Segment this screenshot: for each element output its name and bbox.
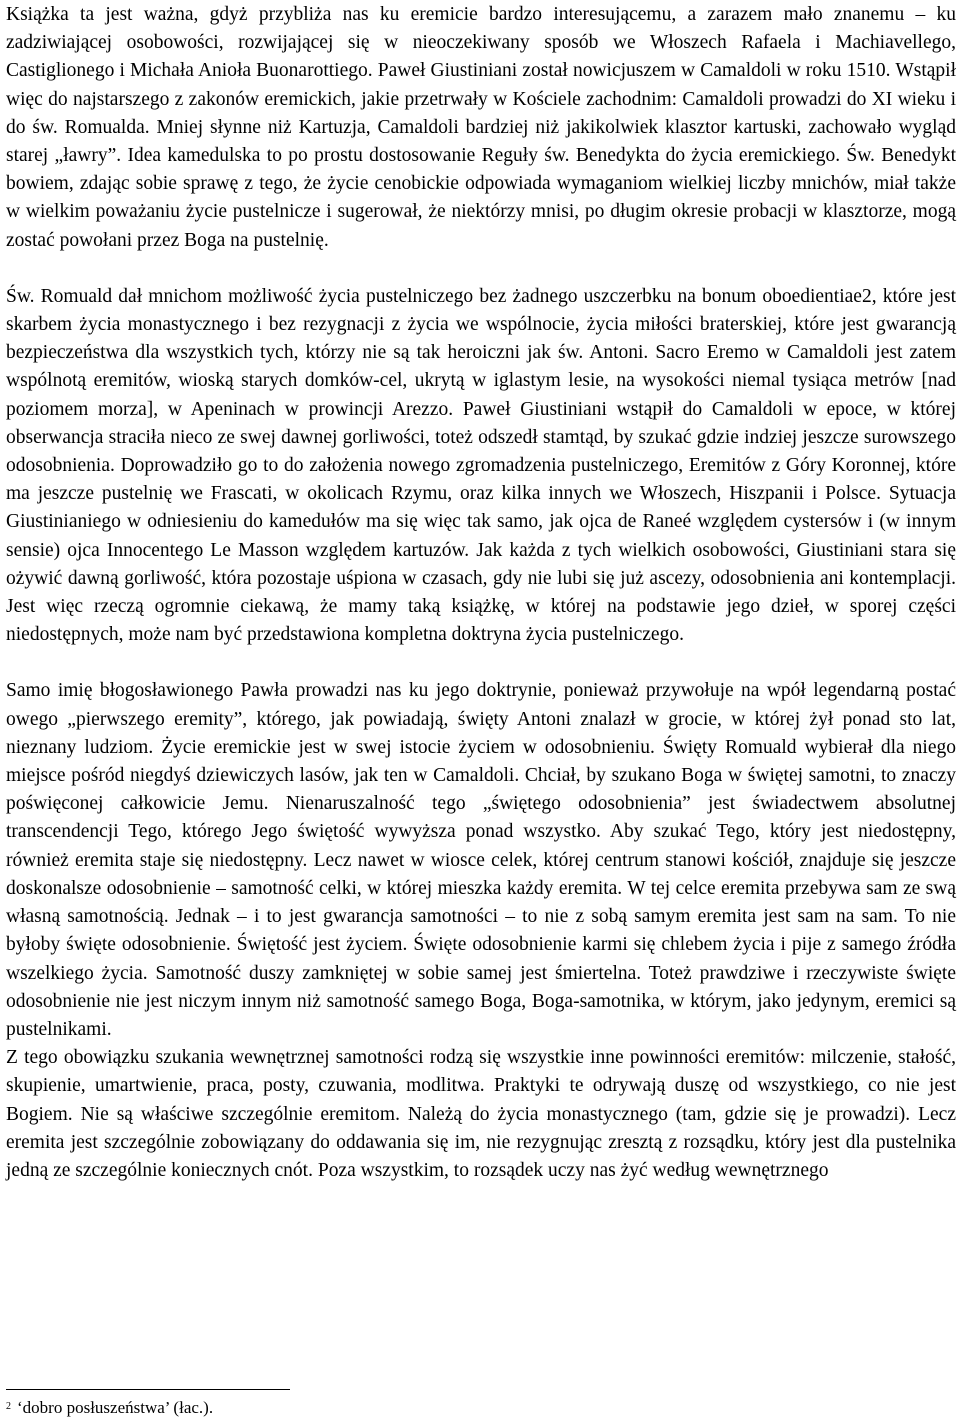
paragraph-1: Książka ta jest ważna, gdyż przybliża nas ku eremicie bardzo interesującemu, a zarazem mało znanemu – ku zadziwiającej osobowości, rozwijającej się w nieoczekiwany sposób we Włoszech Rafaela i Machiavellego, Castiglionego i Michała Anioła Buonarottiego. Paweł Giustiniani został nowicjuszem w Camaldoli w roku 1510. Wstąpił więc do najstarszego z zakonów eremickich, jakie przetrwały w Kościele zachodnim: Camaldoli prowadzi do XI wieku i do św. Romualda. Mniej słynne niż Kartuzja, Camaldoli bardziej niż jakikolwiek klasztor kartuski, zachowało wygląd starej „ławry”. Idea kamedulska to po prostu dostosowanie Reguły św. Benedykta do życia eremickiego. Św. Benedykt bowiem, zdając sobie sprawę z tego, że życie cenobickie odpowiada wymaganiom wielkiej liczby mnichów, miał także w wielkim poważaniu życie pustelnicze i sugerował, że niektórzy mnisi, po długim okresie probacji w klasztorze, mogą zostać powołani przez Boga na pustelnię.	[6, 4, 956, 251]
footnote-text: ‘dobro posłuszeństwa’ (łac.).	[17, 1398, 214, 1417]
footnote-divider	[6, 1389, 290, 1390]
paragraph-4: Z tego obowiązku szukania wewnętrznej samotności rodzą się wszystkie inne powinności eremitów: milczenie, stałość, skupienie, umartwienie, praca, posty, czuwania, modlitwa. Praktyki te odrywają duszę od wszystkiego, co nie jest Bogiem. Nie są właściwe szczególnie eremitom. Należą do życia monastycznego (tam, gdzie się je prowadzi). Lecz eremita jest szczególnie zobowiązany do oddawania się im, nie rezygnując zresztą z rozsądku, który jest dla pustelnika jedną ze szczególnie koniecznych cnót. Poza wszystkim, to rozsądek uczy nas żyć według wewnętrznego	[6, 1047, 956, 1181]
paragraph-gap	[6, 649, 956, 677]
footnote-number: 2	[6, 1401, 11, 1412]
paragraph-3: Samo imię błogosławionego Pawła prowadzi nas ku jego doktrynie, ponieważ przywołuje na wpół legendarną postać owego „pierwszego eremity”, którego, jak powiadają, święty Antoni znalazł w grocie, w której żył ponad sto lat, nieznany ludziom. Życie eremickie jest w swej istocie życiem w odosobnieniu. Święty Romuald wybierał dla niego miejsce pośród niegdyś dziewiczych lasów, jak ten w Camaldoli. Chciał, by szukano Boga w świętej samotni, to znaczy poświęconej całkowicie Jemu. Nienaruszalność tego „świętego odosobnienia” jest świadectwem absolutnej transcendencji Tego, którego Jego świętość wywyższa ponad wszystko. Aby szukać Tego, który jest niedostępny, również eremita staje się niedostępny. Lecz nawet w wiosce celek, której centrum stanowi kościół, znajduje się jeszcze doskonalsze odosobnienie – samotność celki, w której mieszka każdy eremita. W tej celce eremita przebywa sam ze swą własną samotnością. Jednak – i to jest gwarancja samotności – to nie z sobą samym eremita jest sam na sam. To nie byłoby święte odosobnienie. Świętość jest życiem. Święte odosobnienie karmi się chlebem życia i pije z samego źródła wszelkiego życia. Samotność duszy zamkniętej w sobie samej jest śmiertelna. Toteż prawdziwe i rzeczywiste święte odosobnienie nie jest niczym innym niż samotność samego Boga, Boga-samotnika, w którym, jako jedynym, eremici są pustelnikami.	[6, 680, 956, 1040]
footnote	[6, 1397, 213, 1419]
paragraph-gap	[6, 255, 956, 283]
document-page	[6, 0, 956, 1185]
paragraph-2: Św. Romuald dał mnichom możliwość życia pustelniczego bez żadnego uszczerbku na bonum oboedientiae2, które jest skarbem życia monastycznego i bez rezygnacji z życia we wspólnocie, życia miłości braterskiej, które jest gwarancją bezpieczeństwa dla wszystkich tych, którzy nie są tak heroiczni jak św. Antoni. Sacro Eremo w Camaldoli jest zatem wspólnotą eremitów, wioską starych domków-cel, ukrytą w iglastym lesie, na wysokości niemal tysiąca metrów [nad poziomem morza], w Apeninach w prowincji Arezzo. Paweł Giustiniani wstąpił do Camaldoli w epoce, w której obserwancja straciła nieco ze swej dawnej gorliwości, toteż odszedł stamtąd, by szukać gdzie indziej jeszcze surowszego odosobnienia. Doprowadziło go to do założenia nowego zgromadzenia pustelniczego, Eremitów z Góry Koronnej, które ma jeszcze pustelnię we Frascati, w okolicach Rzymu, oraz kilka innych we Włoszech, Hiszpanii i Polsce. Sytuacja Giustinianiego w odniesieniu do kamedułów ma się więc tak samo, jak ojca de Raneé względem cystersów i (w innym sensie) ojca Innocentego Le Masson względem kartuzów. Jak każda z tych wielkich osobowości, Giustiniani stara się ożywić dawną gorliwość, która pozostaje uśpiona w czasach, gdy nie lubi się już ascezy, odosobnienia ani kontemplacji. Jest więc rzeczą ogromnie ciekawą, że mamy taką książkę, w której na podstawie jego dzieł, w sporej części niedostępnych, może nam być przedstawiona kompletna doktryna życia pustelniczego.	[6, 285, 956, 646]
